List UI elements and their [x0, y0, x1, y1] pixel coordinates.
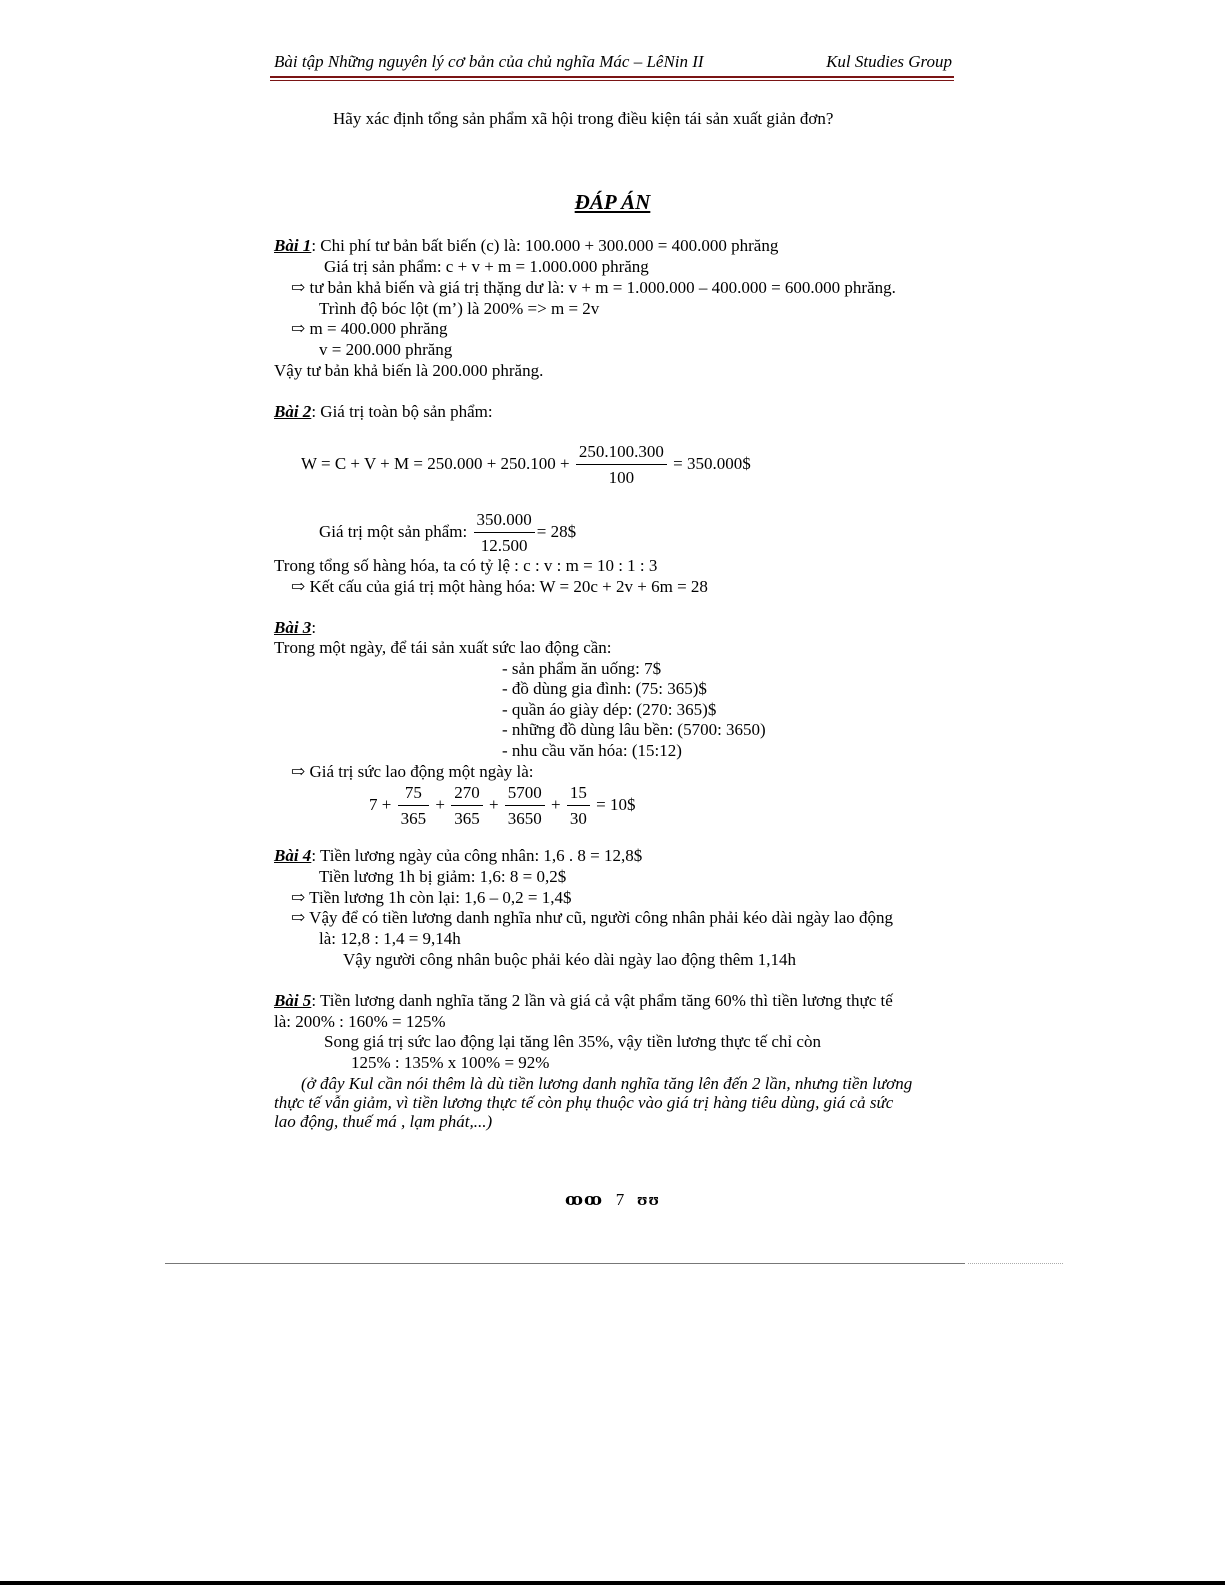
right-ornament: ʊʊ [637, 1190, 661, 1209]
bai2-line4: ⇨ Kết cấu của giá trị một hàng hóa: W = 20c + 2v + 6m = 28 [291, 577, 708, 596]
plus-sign: + [435, 794, 445, 814]
bai4-line6: Vậy người công nhân buộc phải kéo dài ngày lao động thêm 1,14h [343, 950, 797, 969]
left-ornament: ꝏꝏ [564, 1190, 604, 1209]
bai3-line3: ⇨ Giá trị sức lao động một ngày là: [291, 762, 534, 781]
bai4-line1 [274, 846, 642, 866]
bai5-text1: : Tiền lương danh nghĩa tăng 2 lần và giá cả vật phẩm tăng 60% thì tiền lương thực tế [311, 991, 893, 1010]
bai4-line3: ⇨ Tiền lương 1h còn lại: 1,6 – 0,2 = 1,4$ [291, 888, 572, 907]
bai5-label: Bài 5 [274, 991, 312, 1010]
bai2-line1 [274, 402, 493, 422]
header-title: Bài tập Những nguyên lý cơ bản của chủ nghĩa Mác – LêNin II [274, 52, 704, 71]
plus-sign: + [488, 794, 499, 814]
fraction-denominator: 30 [569, 809, 587, 828]
bai5-note-line1: (ở đây Kul cần nói thêm là dù tiền lương danh nghĩa tăng lên đến 2 lần, nhưng tiền lương [301, 1074, 913, 1093]
bai3-item: - quần áo giày dép: (270: 365)$ [502, 700, 717, 719]
bai5-line4: 125% : 135% x 100% = 92% [351, 1053, 550, 1072]
bai4-line4: ⇨ Vậy để có tiền lương danh nghĩa như cũ, người công nhân phải kéo dài ngày lao động [291, 908, 894, 927]
bai1-text1: : Chi phí tư bản bất biến (c) là: 100.000 + 300.000 = 400.000 phrăng [311, 236, 779, 255]
bai2-unit-equation [319, 510, 576, 556]
bai2-unit-prefix: Giá trị một sản phẩm: [319, 521, 468, 541]
bai3-fraction-4 [567, 783, 590, 829]
bai3-item: - những đồ dùng lâu bền: (5700: 3650) [502, 720, 766, 739]
page-bottom-dots [968, 1263, 1063, 1264]
bai3-fraction-1 [398, 783, 430, 829]
bai1-line3: ⇨ tư bản khả biến và giá trị thặng dư là: v + m = 1.000.000 – 400.000 = 600.000 phrăng. [291, 278, 896, 297]
bai3-eq-tail: = 10$ [596, 794, 636, 814]
header-rule [270, 76, 954, 78]
fraction-denominator: 3650 [507, 809, 542, 828]
bai1-line1 [274, 236, 778, 256]
bai2-label: Bài 2 [274, 402, 312, 421]
bai1-line6: v = 200.000 phrăng [319, 340, 453, 359]
page-number: 7 [615, 1190, 625, 1209]
header-group: Kul Studies Group [826, 52, 952, 71]
header-rule-thin [270, 80, 954, 81]
fraction-denominator: 365 [454, 809, 480, 828]
bai2-unit-suffix: = 28$ [536, 521, 577, 541]
bai3-fraction-3 [505, 783, 545, 829]
bai3-line2: Trong một ngày, để tái sản xuất sức lao động cần: [274, 638, 612, 657]
bai1-line5: ⇨ m = 400.000 phrăng [291, 319, 448, 338]
bai2-unit-fraction [474, 510, 535, 556]
bai4-text1: : Tiền lương ngày của công nhân: 1,6 . 8 = 12,8$ [311, 846, 643, 865]
fraction-numerator: 15 [567, 783, 590, 806]
bai4-label: Bài 4 [274, 846, 312, 865]
fraction-denominator: 365 [400, 809, 427, 828]
answer-title: ĐÁP ÁN [574, 190, 651, 214]
bai3-equation [369, 783, 635, 829]
bai2-eq-suffix: = 350.000$ [673, 453, 751, 473]
page-footer [0, 1190, 1225, 1210]
bai5-line3: Song giá trị sức lao động lại tăng lên 35%, vậy tiền lương thực tế chỉ còn [324, 1032, 821, 1051]
bai5-note-line3: lao động, thuế má , lạm phát,...) [274, 1112, 493, 1131]
intro-question: Hãy xác định tổng sản phẩm xã hội trong điều kiện tái sản xuất giản đơn? [333, 109, 834, 128]
bai1-line7: Vậy tư bản khả biến là 200.000 phrăng. [274, 361, 544, 380]
bai3-item: - sản phẩm ăn uống: 7$ [502, 659, 662, 678]
bai5-line1 [274, 991, 893, 1011]
fraction-denominator: 100 [608, 468, 635, 487]
bai3-item: - đồ dùng gia đình: (75: 365)$ [502, 679, 707, 698]
fraction-numerator: 350.000 [474, 510, 535, 533]
bai3-item: - nhu cầu văn hóa: (15:12) [502, 741, 682, 760]
plus-sign: + [551, 794, 561, 814]
bai1-line2: Giá trị sản phẩm: c + v + m = 1.000.000 phrăng [324, 257, 649, 276]
page-bottom-rule [165, 1263, 965, 1264]
bai5-note-line2: thực tế vẫn giảm, vì tiền lương thực tế còn phụ thuộc vào giá trị hàng tiêu dùng, giá cả sức [274, 1093, 894, 1112]
fraction-numerator: 75 [398, 783, 430, 806]
bai1-line4: Trình độ bóc lột (m’) là 200% => m = 2v [319, 299, 600, 318]
bai3-text1: : [311, 618, 317, 637]
bai1-label: Bài 1 [274, 236, 312, 255]
bai3-line1 [274, 618, 316, 638]
bai2-eq-fraction [576, 442, 667, 488]
bai4-line2: Tiền lương 1h bị giảm: 1,6: 8 = 0,2$ [319, 867, 567, 886]
bai3-fraction-2 [451, 783, 483, 829]
bai2-text1: : Giá trị toàn bộ sản phẩm: [311, 402, 493, 421]
viewport-bottom-edge [0, 1581, 1225, 1585]
bai4-line5: là: 12,8 : 1,4 = 9,14h [319, 929, 461, 948]
bai2-total-equation [301, 442, 751, 488]
fraction-numerator: 250.100.300 [576, 442, 667, 465]
bai2-eq-prefix: W = C + V + M = 250.000 + 250.100 + [301, 453, 570, 473]
fraction-denominator: 12.500 [480, 536, 528, 555]
bai3-label: Bài 3 [274, 618, 312, 637]
bai2-line3: Trong tổng số hàng hóa, ta có tỷ lệ : c : v : m = 10 : 1 : 3 [274, 556, 658, 575]
bai3-eq-lead: 7 + [369, 794, 392, 814]
fraction-numerator: 270 [451, 783, 483, 806]
fraction-numerator: 5700 [505, 783, 545, 806]
bai5-line2: là: 200% : 160% = 125% [274, 1012, 446, 1031]
